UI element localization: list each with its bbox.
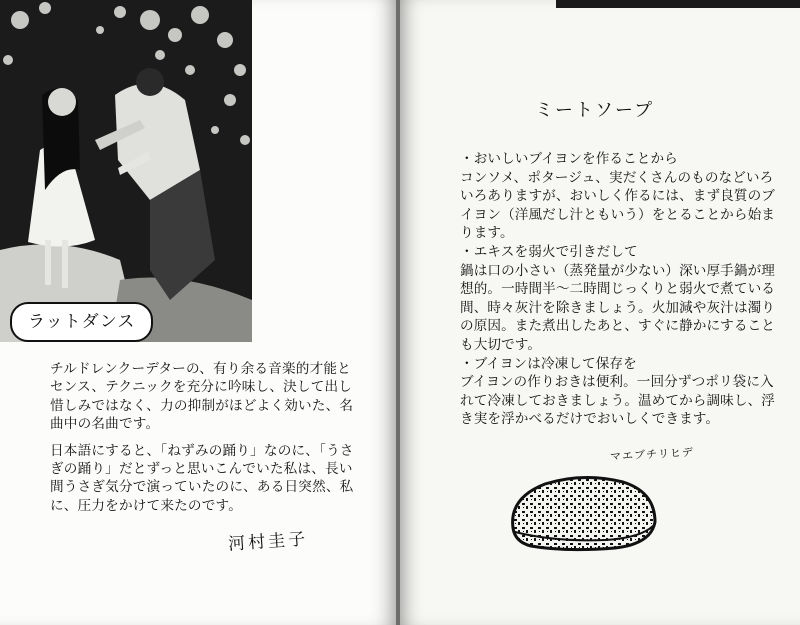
recipe-heading-1: ・おいしいブイヨンを作ることから <box>460 151 678 167</box>
essay-paragraph-2: 日本語にすると、「ねずみの踊り」なのに、「うさぎの踊り」だとずっと思いこんでいた私は、長い間うさぎ気分で演っていたのに、ある日突然、私に、圧力をかけて来たのです。 <box>50 442 354 514</box>
essay-text <box>50 360 362 523</box>
dance-photo <box>0 0 252 342</box>
bread-illustration <box>505 470 661 552</box>
recipe-body-3: ブイヨンの作りおきは便利。一回分ずつポリ袋に入れて冷凍しておきましょう。温めてから調味し、浮き実を浮かべるだけでおいしくできます。 <box>460 374 775 428</box>
author-signature: 河村圭子 <box>227 529 309 555</box>
recipe-heading-3: ・ブイヨンは冷凍して保存を <box>460 355 637 372</box>
recipe-heading-2: ・エキスを弱火で引きだして <box>460 243 638 260</box>
left-page <box>0 0 398 625</box>
recipe-title: ミートソープ <box>535 100 655 121</box>
photo-caption: ラットダンス <box>10 302 153 342</box>
top-ink-bar <box>556 0 800 8</box>
recipe-text <box>460 150 780 429</box>
essay-paragraph-1: チルドレンクーデターの、有り余る音楽的才能とセンス、テクニックを充分に吟味し、決して出し惜しみではなく、力の抑制がほどよく効いた、名曲中の名曲です。 <box>50 361 354 433</box>
recipe-body-1: コンソメ、ポタージュ、実だくさんのものなどいろいろありますが、おいしく作るには、まず良質のブイヨン（洋風だし汁ともいう）をとることから始まります。 <box>460 169 775 242</box>
recipe-body-2: 鍋は口の小さい（蒸発量が少ない）深い厚手鍋が理想的。一時間半～二時間じっくりと弱火で煮ている間、時々灰汁を除きましょう。火加減や灰汁は濁りの原因。また煮出したあと、すぐに静かにすることも大切です。 <box>460 262 775 353</box>
recipe-signature: マエブチリヒデ <box>609 445 695 464</box>
